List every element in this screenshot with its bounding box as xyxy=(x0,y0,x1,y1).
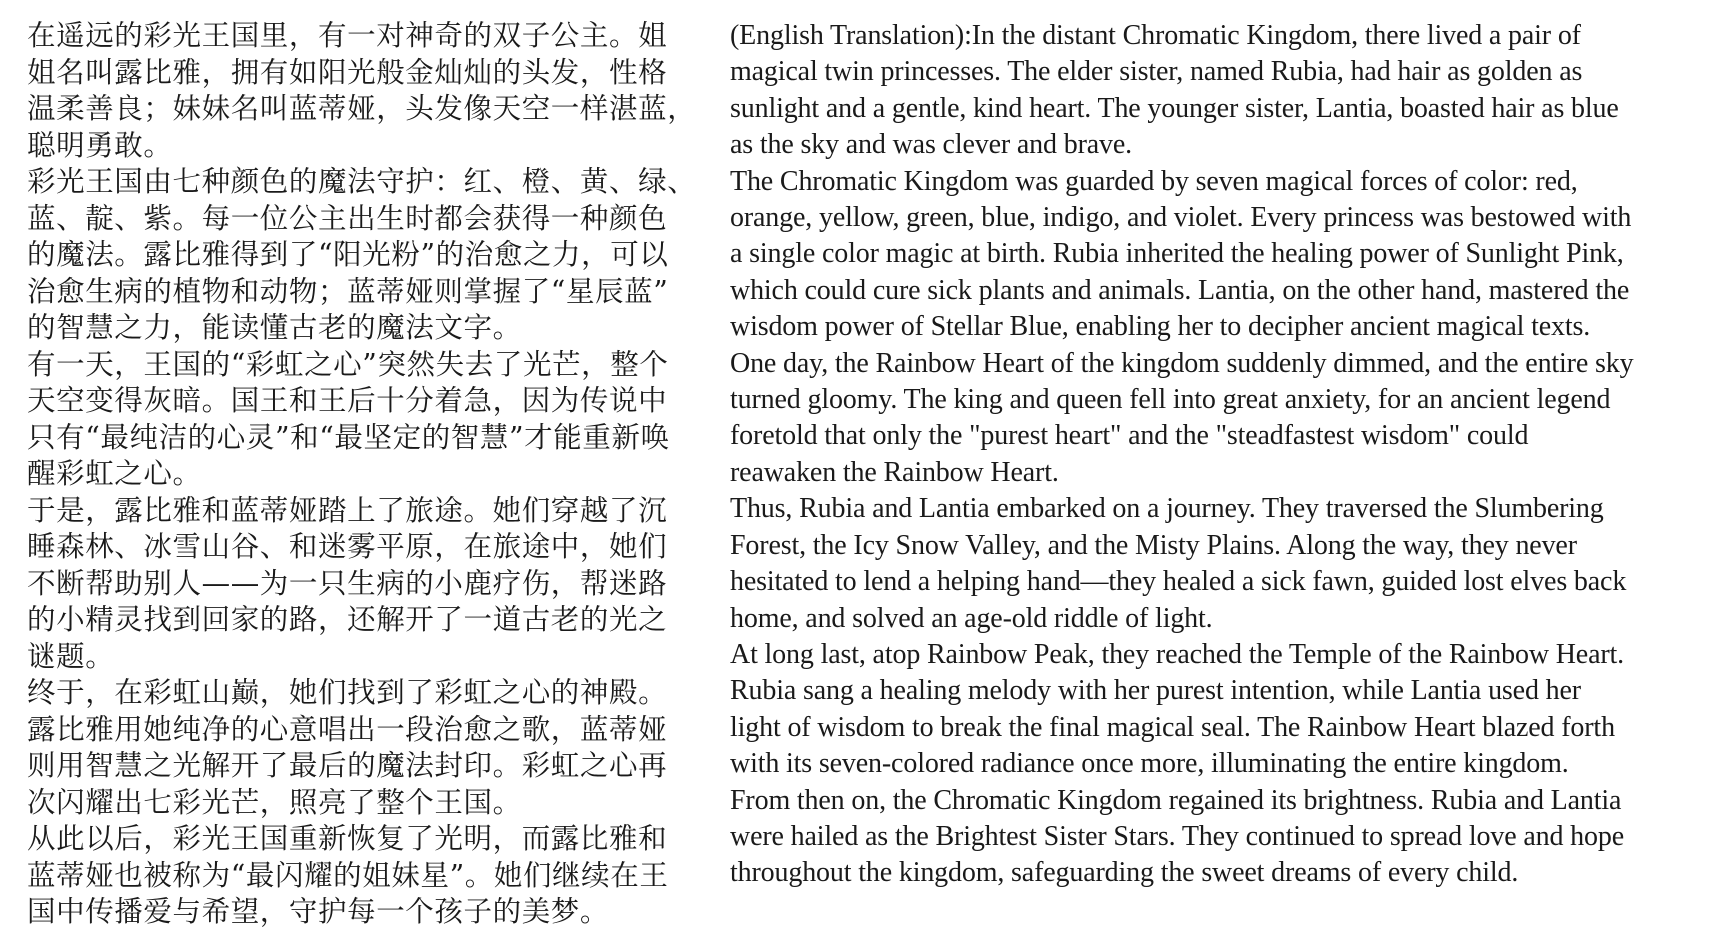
zh-paragraph-3 xyxy=(27,347,717,493)
en-paragraph-5 xyxy=(730,637,1720,783)
en-text-line: wisdom power of Stellar Blue, enabling her to decipher ancient magical texts. xyxy=(730,311,1591,343)
zh-paragraph-6 xyxy=(27,821,717,931)
zh-text-line: 蓝、靛、紫。每一位公主出生时都会获得一种颜色 xyxy=(27,201,668,235)
zh-text-line: 彩光王国由七种颜色的魔法守护：红、橙、黄、绿、 xyxy=(27,165,697,198)
zh-text-line: 温柔善良；妹妹名叫蓝蒂娅，头发像天空一样湛蓝， xyxy=(27,92,697,125)
en-text-line: Thus, Rubia and Lantia embarked on a journey. They traversed the Slumbering xyxy=(730,493,1604,525)
en-text-line: orange, yellow, green, blue, indigo, and violet. Every princess was bestowed with xyxy=(730,202,1632,234)
zh-paragraph-5 xyxy=(27,675,717,821)
english-translation-column xyxy=(730,18,1720,892)
zh-text-line: 睡森林、冰雪山谷、和迷雾平原，在旅途中，她们 xyxy=(27,530,668,563)
zh-text-line: 的智慧之力，能读懂古老的魔法文字。 xyxy=(27,311,522,344)
zh-text-line: 蓝蒂娅也被称为“最闪耀的姐妹星”。她们继续在王 xyxy=(27,858,669,892)
en-paragraph-1 xyxy=(730,18,1720,164)
zh-text-line: 谜题。 xyxy=(27,639,115,673)
en-paragraph-4 xyxy=(730,491,1720,637)
zh-text-line: 终于，在彩虹山巅，她们找到了彩虹之心的神殿。 xyxy=(27,676,668,709)
en-paragraph-6 xyxy=(730,783,1720,892)
zh-paragraph-4 xyxy=(27,493,717,676)
en-text-line: were hailed as the Brightest Sister Stars. They continued to spread love and hope xyxy=(730,820,1624,852)
zh-text-line: 于是，露比雅和蓝蒂娅踏上了旅途。她们穿越了沉 xyxy=(27,493,668,527)
en-text-line: At long last, atop Rainbow Peak, they reached the Temple of the Rainbow Heart. xyxy=(730,638,1625,670)
en-text-line: Forest, the Icy Snow Valley, and the Misty Plains. Along the way, they never xyxy=(730,529,1577,561)
en-paragraph-3 xyxy=(730,346,1720,492)
en-text-line: magical twin princesses. The elder sister, named Rubia, had hair as golden as xyxy=(730,56,1583,88)
zh-paragraph-1 xyxy=(27,18,717,164)
en-text-line: reawaken the Rainbow Heart. xyxy=(730,456,1059,488)
en-text-line: One day, the Rainbow Heart of the kingdom suddenly dimmed, and the entire sky xyxy=(730,347,1634,379)
zh-text-line: 天空变得灰暗。国王和王后十分着急，因为传说中 xyxy=(27,384,668,417)
zh-text-line: 不断帮助别人——为一只生病的小鹿疗伤，帮迷路 xyxy=(27,566,668,600)
zh-text-line: 国中传播爱与希望，守护每一个孩子的美梦。 xyxy=(27,895,610,928)
zh-text-line: 从此以后，彩光王国重新恢复了光明，而露比雅和 xyxy=(27,822,668,855)
en-text-line: home, and solved an age-old riddle of light. xyxy=(730,602,1213,634)
en-text-line: light of wisdom to break the final magical seal. The Rainbow Heart blazed forth xyxy=(730,711,1615,743)
en-text-line: throughout the kingdom, safeguarding the sweet dreams of every child. xyxy=(730,857,1519,889)
zh-text-line: 聪明勇敢。 xyxy=(27,128,173,162)
en-text-line: with its seven-colored radiance once more, illuminating the entire kingdom. xyxy=(730,748,1569,780)
zh-text-line: 有一天，王国的“彩虹之心”突然失去了光芒，整个 xyxy=(27,347,669,381)
zh-text-line: 姐名叫露比雅，拥有如阳光般金灿灿的头发，性格 xyxy=(27,55,668,89)
en-text-line: turned gloomy. The king and queen fell into great anxiety, for an ancient legend xyxy=(730,384,1611,416)
en-text-line: Rubia sang a healing melody with her purest intention, while Lantia used her xyxy=(730,675,1581,707)
en-text-line: which could cure sick plants and animals. Lantia, on the other hand, mastered the xyxy=(730,274,1630,306)
chinese-story-column xyxy=(27,18,717,931)
en-text-line: (English Translation):In the distant Chromatic Kingdom, there lived a pair of xyxy=(730,20,1581,51)
zh-text-line: 治愈生病的植物和动物；蓝蒂娅则掌握了“星辰蓝” xyxy=(27,274,669,308)
zh-text-line: 露比雅用她纯净的心意唱出一段治愈之歌，蓝蒂娅 xyxy=(27,712,668,746)
en-text-line: a single color magic at birth. Rubia inherited the healing power of Sunlight Pink, xyxy=(730,238,1624,270)
zh-text-line: 只有“最纯洁的心灵”和“最坚定的智慧”才能重新唤 xyxy=(27,420,670,454)
en-text-line: From then on, the Chromatic Kingdom regained its brightness. Rubia and Lantia xyxy=(730,784,1622,816)
en-text-line: hesitated to lend a helping hand—they healed a sick fawn, guided lost elves back xyxy=(730,566,1627,598)
zh-text-line: 的小精灵找到回家的路，还解开了一道古老的光之 xyxy=(27,603,668,636)
en-text-line: foretold that only the "purest heart" and the "steadfastest wisdom" could xyxy=(730,420,1529,452)
en-text-line: as the sky and was clever and brave. xyxy=(730,129,1132,161)
zh-text-line: 的魔法。露比雅得到了“阳光粉”的治愈之力，可以 xyxy=(27,238,669,271)
en-paragraph-2 xyxy=(730,164,1720,346)
zh-text-line: 则用智慧之光解开了最后的魔法封印。彩虹之心再 xyxy=(27,749,668,782)
zh-text-line: 醒彩虹之心。 xyxy=(27,457,202,490)
zh-text-line: 在遥远的彩光王国里，有一对神奇的双子公主。姐 xyxy=(27,19,668,52)
zh-text-line: 次闪耀出七彩光芒，照亮了整个王国。 xyxy=(27,785,522,819)
zh-paragraph-2 xyxy=(27,164,717,347)
en-text-line: sunlight and a gentle, kind heart. The younger sister, Lantia, boasted hair as blue xyxy=(730,92,1619,124)
en-text-line: The Chromatic Kingdom was guarded by seven magical forces of color: red, xyxy=(730,165,1578,197)
